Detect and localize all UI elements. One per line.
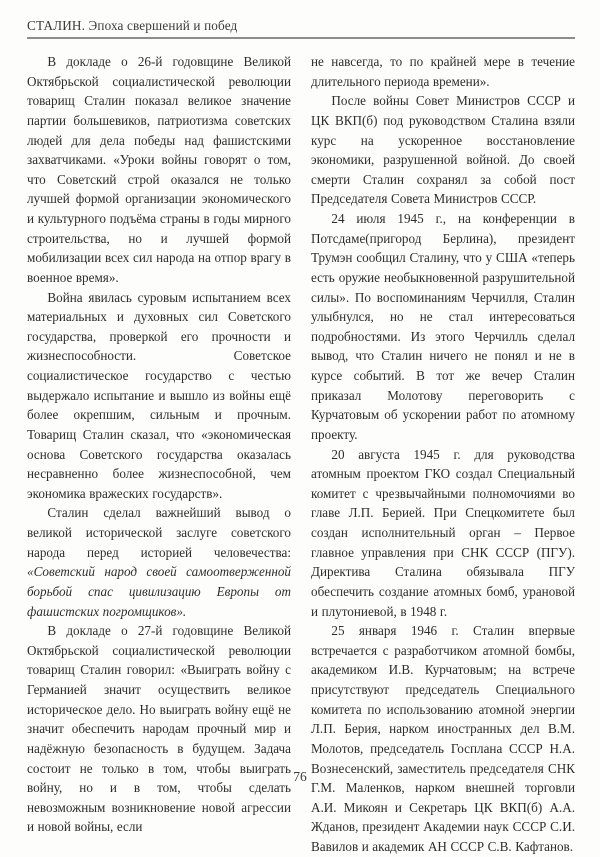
column-right [311,52,575,854]
paragraph: После войны Совет Министров СССР и ЦК ВКП(б) под руководством Сталина взяли курс на ускоренное восстановление экономики, разрушенной войной. До своей смерти Сталин сохранял за собой пост Председателя Совета Министров СССР. [311,93,575,207]
paragraph-quote: «Советский народ своей самоотверженной борьбой спас цивилизацию Европы от фашистских погромщиков». [27,564,291,619]
paragraph: В докладе о 26-й годовщине Великой Октябрьской социалистической революции товарищ Сталин показал великое значение партии большевиков, патриотизма советских людей для дела победы над фашистскими захватчиками. «Уроки войны говорят о том, что Советский строй оказался не только лучшей формой организации экономического и культурного подъёма страны в годы мирного строительства, но и лучшей формой мобилизации всех сил народа на отпор врагу в военное время». [27,54,291,285]
page-number: 76 [293,769,307,784]
paragraph: 24 июля 1945 г., на конференции в Потсдаме(пригород Берлина), президент Трумэн сообщил Сталину, что у США «теперь есть оружие необыкновенной разрушительной силы». По воспоминаниям Черчилля, Сталин улыбнулся, но не стал интересоваться подробностями. Из этого Черчилль сделал вывод, что Сталин ничего не понял и не в курсе событий. В тот же вечер Сталин приказал Молотову переговорить с Курчатовым об ускорении работ по атомному проекту. [311,211,575,442]
paragraph: Война явилась суровым испытанием всех материальных и духовных сил Советского государства, проверкой его прочности и жизнеспособности. Советское социалистическое государство с честью выдержало испытание и вышло из войны ещё более окрепшим, сильным и прочным. Товарищ Сталин сказал, что «экономическая основа Советского государства оказалась несравненно более жизнеспособной, чем экономика вражеских государств». [27,289,291,501]
paragraph: не навсегда, то по крайней мере в течение длительного периода времени». [311,54,575,89]
paragraph: 25 января 1946 г. Сталин впервые встречается с разработчиком атомной бомбы, академиком И.В. Курчатовым; на встрече присутствуют председатель Специального комитета по использованию атомной энергии Л.П. Берия, нарком иностранных дел В.М. Молотов, председатель Госплана СССР Н.А. Вознесенский, заместитель председателя СНК Г.М. Маленков, нарком внешней торговли А.И. Микоян и Секретарь ЦК ВКП(б) А.А. Жданов, президент Академии наук СССР С.И. Вавилов и академик АН СССР С.В. Кафтанов. [311,623,575,854]
running-head-rule [27,37,575,39]
paragraph: 20 августа 1945 г. для руководства атомным проектом ГКО создал Специальный комитет с чрезвычайными полномочиями во главе Л.П. Берией. При Спецкомитете был создан исполнительный орган – Первое главное управления при СНК СССР (ПГУ). Директива Сталина обязывала ПГУ обеспечить создание атомных бомб, урановой и плутониевой, в 1948 г. [311,446,575,619]
paragraph: В докладе о 27-й годовщине Великой Октябрьской социалистической революции товарищ Сталин говорил: «Выиграть войну с Германией значит осуществить великое историческое дело. Но выиграть войну ещё не значит обеспечить народам прочный мир и надёжную безопасность в будущем. Задача состоит не только в том, чтобы выиграть войну, но и в том, чтобы сделать невозможным возникновение новой агрессии и новой войны, если [27,623,291,835]
folio [0,768,600,786]
column-left [27,52,291,835]
paragraph-lead: Сталин сделал важнейший вывод о великой исторической заслуге советского народа перед историей человечества: [27,505,291,560]
running-head-title: СТАЛИН. Эпоха свершений и побед [27,18,238,33]
running-head [27,18,575,39]
paragraph [27,503,291,621]
